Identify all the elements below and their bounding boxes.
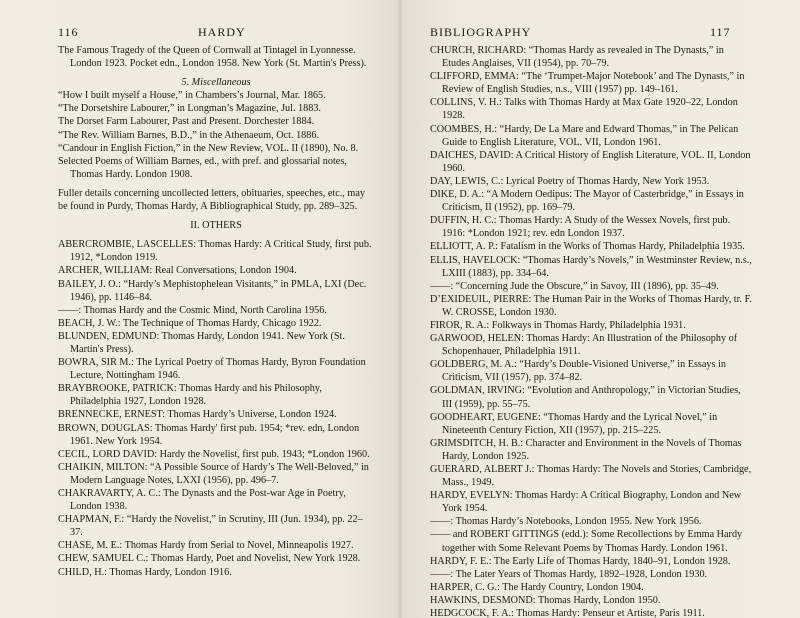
bib-entry: “The Dorsetshire Labourer,” in Longman’s Magazine, Jul. 1883.	[58, 103, 321, 115]
bib-entry: CECIL, LORD DAVID: Hardy the Novelist, first pub. 1943; *London 1960.	[58, 448, 370, 460]
bib-entry: CHAKRAVARTY, A. C.: The Dynasts and the Post-war Age in Poetry, London 1938.	[58, 488, 346, 513]
bib-entry: CHEW, SAMUEL C.: Thomas Hardy, Poet and Novelist, New York 1928.	[58, 553, 361, 565]
bib-entry: BRENNECKE, ERNEST: Thomas Hardy’s Universe, London 1924.	[58, 409, 337, 421]
bib-entry: BAILEY, J. O.: “Hardy’s Mephistophelean Visitants,” in PMLA, LXI (Dec. 1946), pp. 1146–84.	[58, 278, 367, 303]
bib-entry: HEDGCOCK, F. A.: Thomas Hardy: Penseur et Artiste, Paris 1911.	[430, 608, 705, 618]
right-page-body	[430, 44, 752, 618]
bib-entry: DUFFIN, H. C.: Thomas Hardy: A Study of the Wessex Novels, first pub. 1916: *London 1921; rev. edn London 1937.	[430, 215, 731, 240]
running-head: BIBLIOGRAPHY	[430, 25, 532, 39]
bib-entry: ——: Thomas Hardy and the Cosmic Mind, North Carolina 1956.	[58, 304, 327, 316]
book-gutter	[397, 0, 403, 618]
bib-entry: BLUNDEN, EDMUND: Thomas Hardy, London 1941. New York (St. Martin's Press).	[58, 330, 345, 355]
bib-entry: CHAIKIN, MILTON: “A Possible Source of Hardy’s The Well-Beloved,” in Modern Language Notes, LXXI (1956), pp. 496–7.	[58, 461, 369, 486]
bib-entry: GOLDBERG, M. A.: “Hardy’s Double-Visioned Universe,” in Essays in Criticism, VII (1957), pp. 374–82.	[430, 359, 726, 384]
right-page	[400, 0, 800, 618]
bib-entry: D’EXIDEUIL, PIERRE: The Human Pair in the Works of Thomas Hardy, tr. F. W. CROSSE, London 1930.	[430, 293, 752, 318]
page-number: 116	[58, 25, 79, 39]
bib-entry: DAY, LEWIS, C.: Lyrical Poetry of Thomas Hardy, New York 1953.	[430, 175, 710, 187]
bib-entry: “The Rev. William Barnes, B.D.,” in the Athenaeum, Oct. 1886.	[58, 129, 320, 141]
bib-entry: ELLIOTT, A. P.: Fatalism in the Works of Thomas Hardy, Philadelphia 1935.	[430, 241, 745, 253]
bib-entry: GUERARD, ALBERT J.: Thomas Hardy: The Novels and Stories, Cambridge, Mass., 1949.	[430, 464, 752, 489]
others-list	[58, 238, 374, 578]
bib-entry: GARWOOD, HELEN: Thomas Hardy: An Illustration of the Philosophy of Schopenhauer, Philadelphia 1911.	[430, 333, 738, 358]
bib-entry: BOWRA, SIR M.: The Lyrical Poetry of Thomas Hardy, Byron Foundation Lecture, Nottingham 1946.	[58, 357, 366, 382]
bib-entry: “Candour in English Fiction,” in the New Review, VOL. II (1890), No. 8.	[58, 142, 359, 154]
page-number: 117	[710, 25, 731, 39]
misc-list	[58, 89, 374, 181]
bib-entry: CLIFFORD, EMMA: “The ‘Trumpet-Major Notebook’ and The Dynasts,” in Review of English Studies, n.s., VIII (1957) pp. 149–161.	[430, 71, 745, 96]
bib-entry: DAICHES, DAVID: A Critical History of English Literature, VOL. II, London 1960.	[430, 149, 751, 174]
bib-entry: COLLINS, V. H.: Talks with Thomas Hardy at Max Gate 1920–22, London 1928.	[430, 97, 738, 122]
bib-entry: GOLDMAN, IRVING: “Evolution and Anthropology,” in Victorian Studies, III (1959), pp. 55–75.	[430, 385, 741, 410]
bib-entry: ABERCROMBIE, LASCELLES: Thomas Hardy: A Critical Study, first pub. 1912, *London 1919.	[58, 239, 372, 264]
bib-entry: —— and ROBERT GITTINGS (edd.): Some Recollections by Emma Hardy together with Some Relevant Poems by Thomas Hardy. London 1961.	[430, 529, 743, 554]
bib-entry: HARDY, EVELYN: Thomas Hardy: A Critical Biography, London and New York 1954.	[430, 490, 742, 515]
bib-entry: BEACH, J. W.: The Technique of Thomas Hardy, Chicago 1922.	[58, 317, 322, 329]
bib-entry: HARPER, C. G.: The Hardy Country, London 1904.	[430, 581, 644, 593]
bib-entry: ELLIS, HAVELOCK: “Thomas Hardy’s Novels,” in Westminster Review, n.s., LXIII (1883), pp. 334–64.	[430, 254, 752, 279]
bib-entry: CHAPMAN, F.: “Hardy the Novelist,” in Scrutiny, III (Jun. 1934), pp. 22–37.	[58, 514, 363, 539]
bib-entry: COOMBES, H.: “Hardy, De La Mare and Edward Thomas,” in The Pelican Guide to English Literature, VOL. VII, London 1961.	[430, 123, 739, 148]
bib-entry: CHURCH, RICHARD: “Thomas Hardy as revealed in The Dynasts,” in Etudes Anglaises, VII (1954), pp. 70–79.	[430, 45, 724, 70]
bib-entry: BRAYBROOKE, PATRICK: Thomas Hardy and his Philosophy, Philadelphia 1927, London 1928.	[58, 383, 322, 408]
bib-entry: GOODHEART, EUGENE: “Thomas Hardy and the Lyrical Novel,” in Nineteenth Century Fiction, XII (1957), pp. 215–225.	[430, 411, 718, 436]
section-heading: 5. Miscellaneous	[181, 77, 251, 89]
bib-entry: “How I built myself a House,” in Chambers’s Journal, Mar. 1865.	[58, 90, 326, 102]
bib-entry: CHILD, H.: Thomas Hardy, London 1916.	[58, 566, 232, 578]
bib-entry: DIKE, D. A.: “A Modern Oedipus: The Mayor of Casterbridge,” in Essays in Criticism, II (1952), pp. 169–79.	[430, 189, 744, 214]
bib-entry: GRIMSDITCH, H. B.: Character and Environment in the Novels of Thomas Hardy, London 1925.	[430, 437, 742, 462]
bib-entry: ARCHER, WILLIAM: Real Conversations, London 1904.	[58, 265, 297, 277]
bib-entry: The Famous Tragedy of the Queen of Cornwall at Tintagel in Lyonnesse. London 1923. Pocket edn., London 1958. New York (St. Martin's Press).	[58, 45, 367, 70]
note-paragraph: Fuller details concerning uncollected letters, obituaries, speeches, etc., may be found in Purdy, Thomas Hardy, A Bibliographical Study, pp. 289–325.	[58, 187, 365, 213]
bib-entry: The Dorset Farm Labourer, Past and Present. Dorchester 1884.	[58, 116, 315, 128]
section-heading: II. OTHERS	[190, 220, 242, 232]
bib-entry: FIROR, R. A.: Folkways in Thomas Hardy, Philadelphia 1931.	[430, 319, 686, 331]
bib-entry: ——: The Later Years of Thomas Hardy, 1892–1928, London 1930.	[430, 568, 708, 580]
left-page-body	[58, 44, 374, 579]
running-head: HARDY	[198, 25, 246, 39]
bib-entry: ——: “Concerning Jude the Obscure,” in Savoy, III (1896), pp. 35–49.	[430, 280, 719, 292]
bib-entry: CHASE, M. E.: Thomas Hardy from Serial to Novel, Minneapolis 1927.	[58, 540, 354, 552]
bib-entry: ——: Thomas Hardy’s Notebooks, London 1955. New York 1956.	[430, 516, 702, 528]
bib-entry: HARDY, F. E.: The Early Life of Thomas Hardy, 1840–91, London 1928.	[430, 555, 731, 567]
bib-entry: HAWKINS, DESMOND: Thomas Hardy, London 1950.	[430, 594, 661, 606]
bib-entry: Selected Poems of William Barnes, ed., with pref. and glossarial notes, Thomas Hardy. London 1908.	[58, 155, 347, 180]
bib-entry: BROWN, DOUGLAS: Thomas Hardy' first pub. 1954; *rev. edn, London 1961. New York 1954.	[58, 422, 360, 447]
